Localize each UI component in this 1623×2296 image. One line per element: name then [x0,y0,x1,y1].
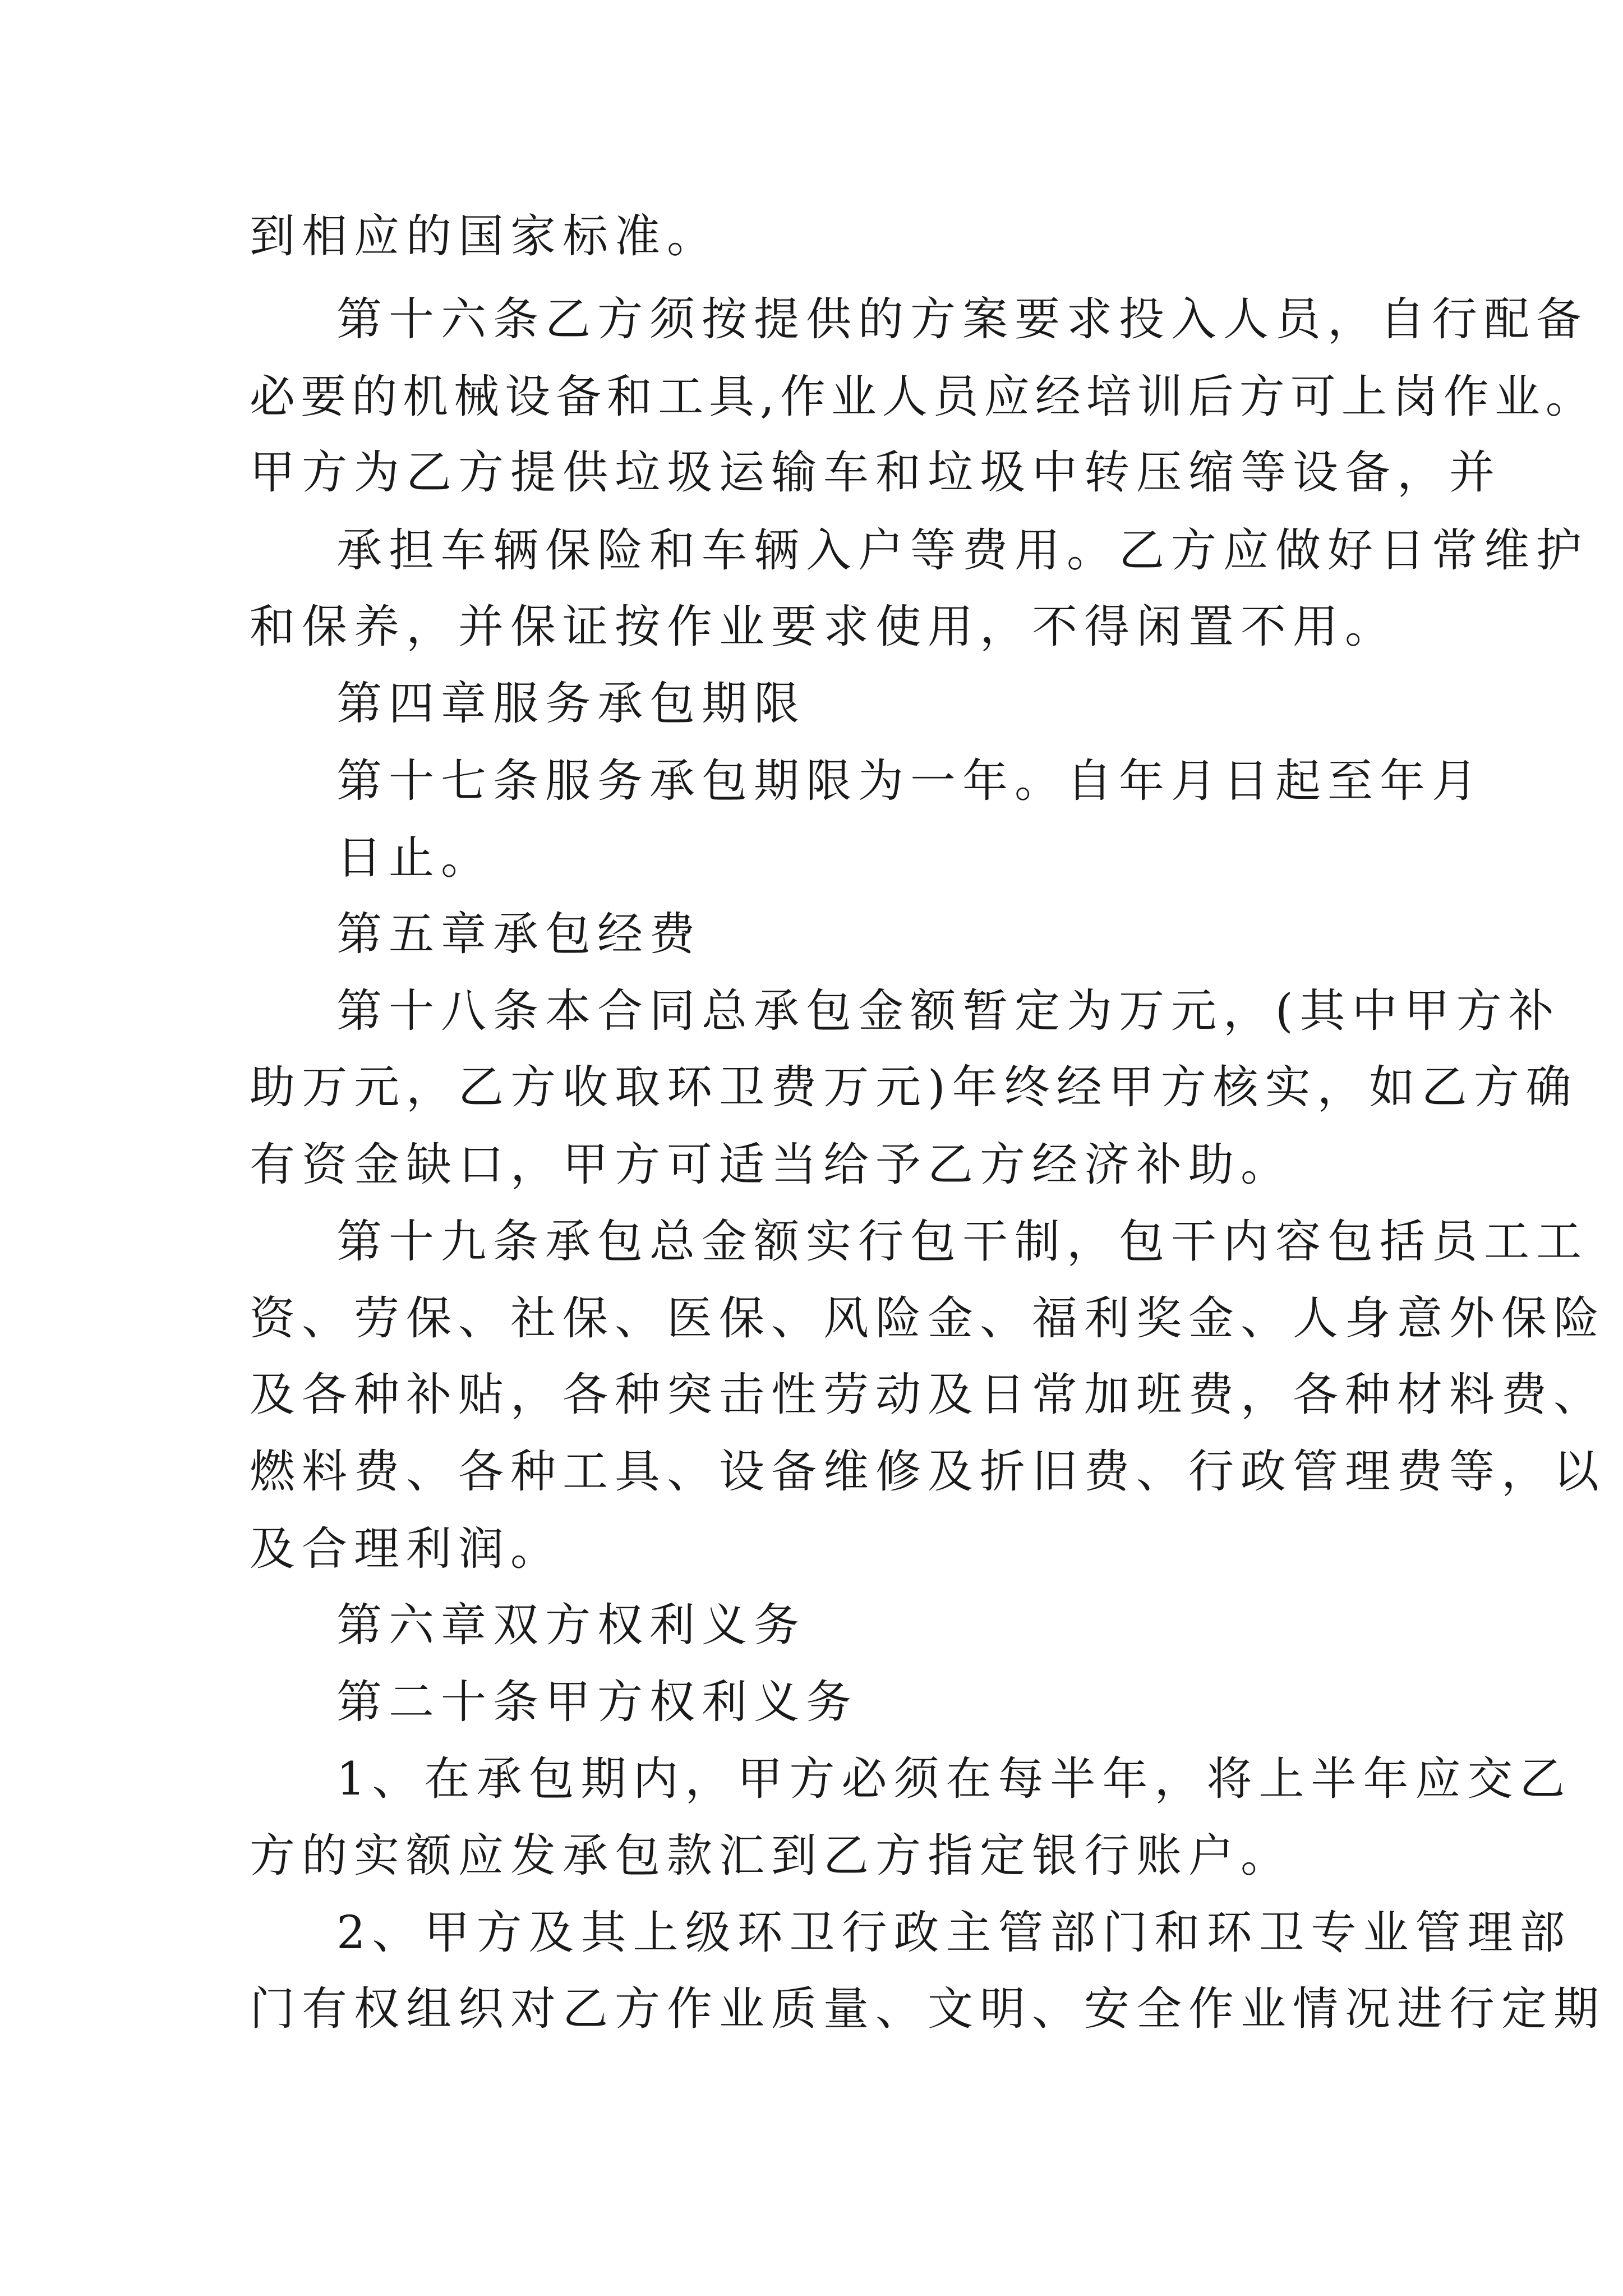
text-line: 门有权组织对乙方作业质量、文明、安全作业情况进行定期 [250,1983,1606,2036]
text-line: 及各种补贴，各种突击性劳动及日常加班费，各种材料费、 [250,1369,1606,1421]
text-line: 必要的机械设备和工具,作业人员应经培训后方可上岗作业。 [250,371,1597,424]
text-line: 到相应的国家标准。 [250,210,720,263]
section-heading: 第四章服务承包期限 [336,678,806,730]
section-heading: 第六章双方权利义务 [336,1599,806,1652]
text-line: 资、劳保、社保、医保、风险金、福利奖金、人身意外保险 [250,1292,1606,1345]
text-line: 甲方为乙方提供垃圾运输车和垃圾中转压缩等设备，并 [250,447,1502,499]
text-line: 有资金缺口，甲方可适当给予乙方经济补助。 [250,1139,1293,1191]
text-line: 第十七条服务承包期限为一年。自年月日起至年月 [336,755,1484,808]
text-line: 及合理利润。 [250,1523,563,1576]
section-heading: 第五章承包经费 [336,908,702,961]
article-heading: 第二十条甲方权利义务 [336,1676,859,1729]
text-line: 助万元，乙方收取环卫费万元)年终经甲方核实，如乙方确 [250,1061,1578,1114]
text-line: 第十六条乙方须按提供的方案要求投入人员，自行配备 [336,293,1589,346]
text-line: 和保养，并保证按作业要求使用，不得闲置不用。 [250,601,1398,654]
text-line: 方的实额应发承包款汇到乙方指定银行账户。 [250,1830,1293,1883]
text-line: 日止。 [336,832,494,885]
text-line: 2、甲方及其上级环卫行政主管部门和环卫专业管理部 [336,1907,1572,1959]
text-line: 第十八条本合同总承包金额暂定为万元，(其中甲方补 [336,985,1561,1038]
text-line: 燃料费、各种工具、设备维修及折旧费、行政管理费等，以 [250,1446,1606,1498]
text-line: 1、在承包期内，甲方必须在每半年，将上半年应交乙 [336,1753,1572,1806]
text-line: 承担车辆保险和车辆入户等费用。乙方应做好日常维护 [336,524,1589,577]
text-line: 第十九条承包总金额实行包干制，包干内容包括员工工 [336,1216,1589,1268]
